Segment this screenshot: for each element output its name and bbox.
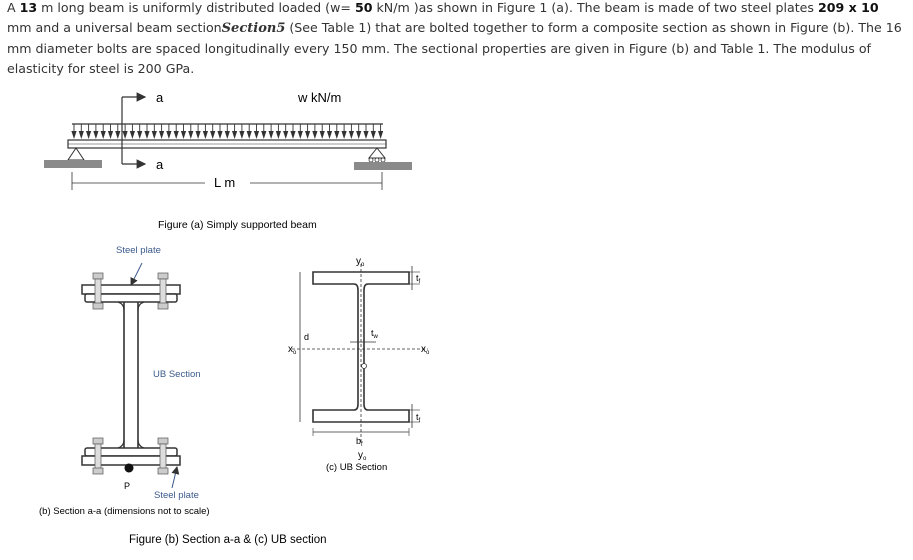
load-arrow-head — [79, 131, 84, 139]
x-axis-left-label: $x_o$ — [288, 344, 297, 356]
load-arrow-head — [363, 131, 368, 139]
figure-a-beam — [44, 90, 412, 231]
load-arrow-head — [334, 131, 339, 139]
y-axis-top-label: $y_o$ — [356, 256, 365, 268]
load-arrow-head — [152, 131, 157, 139]
load-arrow-head — [349, 131, 354, 139]
text-segment: A — [7, 0, 20, 15]
load-arrow-head — [166, 131, 171, 139]
figure-c-caption: (c) UB Section — [326, 462, 388, 473]
load-arrow-head — [283, 131, 288, 139]
load-arrow-head — [181, 131, 186, 139]
load-arrow-head — [159, 131, 164, 139]
depth-label: d — [304, 332, 310, 342]
ub-web — [124, 302, 138, 448]
distributed-load-arrows — [71, 124, 383, 139]
point-p-marker — [125, 464, 134, 473]
y-axis-bottom-label: $y_o$ — [358, 450, 367, 462]
load-arrow-head — [269, 131, 274, 139]
span-label: L m — [214, 175, 236, 190]
load-arrow-head — [305, 131, 310, 139]
load-arrow-head — [144, 131, 149, 139]
figure-b-composite-section — [39, 245, 210, 517]
plate-size-value: 209 x 10 — [817, 0, 879, 15]
flange-thickness-label-bottom: $t_f$ — [416, 412, 421, 424]
load-arrow-head — [86, 131, 91, 139]
roller-support-right — [354, 148, 412, 170]
load-arrow-head — [356, 131, 361, 139]
section-name: Section5 — [221, 21, 286, 36]
load-arrow-head — [239, 131, 244, 139]
load-arrow-head — [101, 131, 106, 139]
load-arrow-head — [188, 131, 193, 139]
load-arrow-head — [123, 131, 128, 139]
load-arrow-head — [254, 131, 259, 139]
load-arrow-head — [196, 131, 201, 139]
text-segment: kN/m )as shown in Figure 1 (a). The beam is made of two steel plates — [372, 0, 818, 15]
load-arrow-head — [342, 131, 347, 139]
load-arrow-head — [247, 131, 252, 139]
load-arrow-head — [378, 131, 383, 139]
text-segment: (See Table 1) that are bolted together to form a composite section as shown in Figure (b). The 16 mm diameter bolts are spaced longitudinally every 150 mm. The sectional properties are given in Figure (b) and Table 1. The modulus of elasticity for steel is 200 GPa. — [7, 20, 902, 76]
x-axis-right-label: $x_o$ — [421, 344, 430, 356]
steel-plate-leader — [131, 263, 142, 285]
flange-thickness-label-top: $t_f$ — [416, 273, 421, 285]
beam-length-value: 13 — [19, 0, 38, 15]
load-arrow-head — [320, 131, 325, 139]
load-arrow-head — [276, 131, 281, 139]
load-arrow-head — [203, 131, 208, 139]
web-thickness-label: $t_w$ — [371, 328, 378, 340]
load-label: w kN/m — [298, 90, 342, 105]
load-arrow-head — [217, 131, 222, 139]
load-arrow-head — [261, 131, 266, 139]
load-arrow-head — [174, 131, 179, 139]
section-mark-top: a — [156, 90, 164, 105]
load-arrow-head — [210, 131, 215, 139]
load-arrow-head — [225, 131, 230, 139]
load-arrow-head — [71, 131, 76, 139]
text-segment: m long beam is uniformly distributed loaded (w= — [37, 0, 355, 15]
load-arrow-head — [130, 131, 135, 139]
figure-c-ub-section — [288, 256, 430, 473]
point-p-label: P — [124, 481, 131, 491]
load-arrow-head — [108, 131, 113, 139]
steel-plate-top-label: Steel plate — [116, 245, 161, 256]
bottom-plate-leader — [172, 467, 177, 488]
pin-support-left — [44, 148, 102, 168]
section-mark-bottom: a — [156, 157, 164, 172]
figure-b-caption: (b) Section a-a (dimensions not to scale) — [39, 506, 210, 517]
load-arrow-head — [327, 131, 332, 139]
load-arrow-head — [312, 131, 317, 139]
steel-plate-bottom-label: Steel plate — [154, 490, 199, 501]
load-arrow-head — [232, 131, 237, 139]
load-arrow-head — [137, 131, 142, 139]
load-arrow-head — [290, 131, 295, 139]
load-arrow-head — [371, 131, 376, 139]
load-arrow-head — [115, 131, 120, 139]
ub-section-label: UB Section — [153, 369, 201, 380]
load-arrow-head — [298, 131, 303, 139]
flange-width-label: $b_f$ — [356, 436, 363, 448]
load-value: 50 — [354, 0, 373, 15]
text-segment: mm and a universal beam section — [7, 20, 222, 35]
figure-b-c-caption: Figure (b) Section a-a & (c) UB section — [129, 534, 327, 546]
load-arrow-head — [93, 131, 98, 139]
figure-a-caption: Figure (a) Simply supported beam — [158, 219, 317, 231]
